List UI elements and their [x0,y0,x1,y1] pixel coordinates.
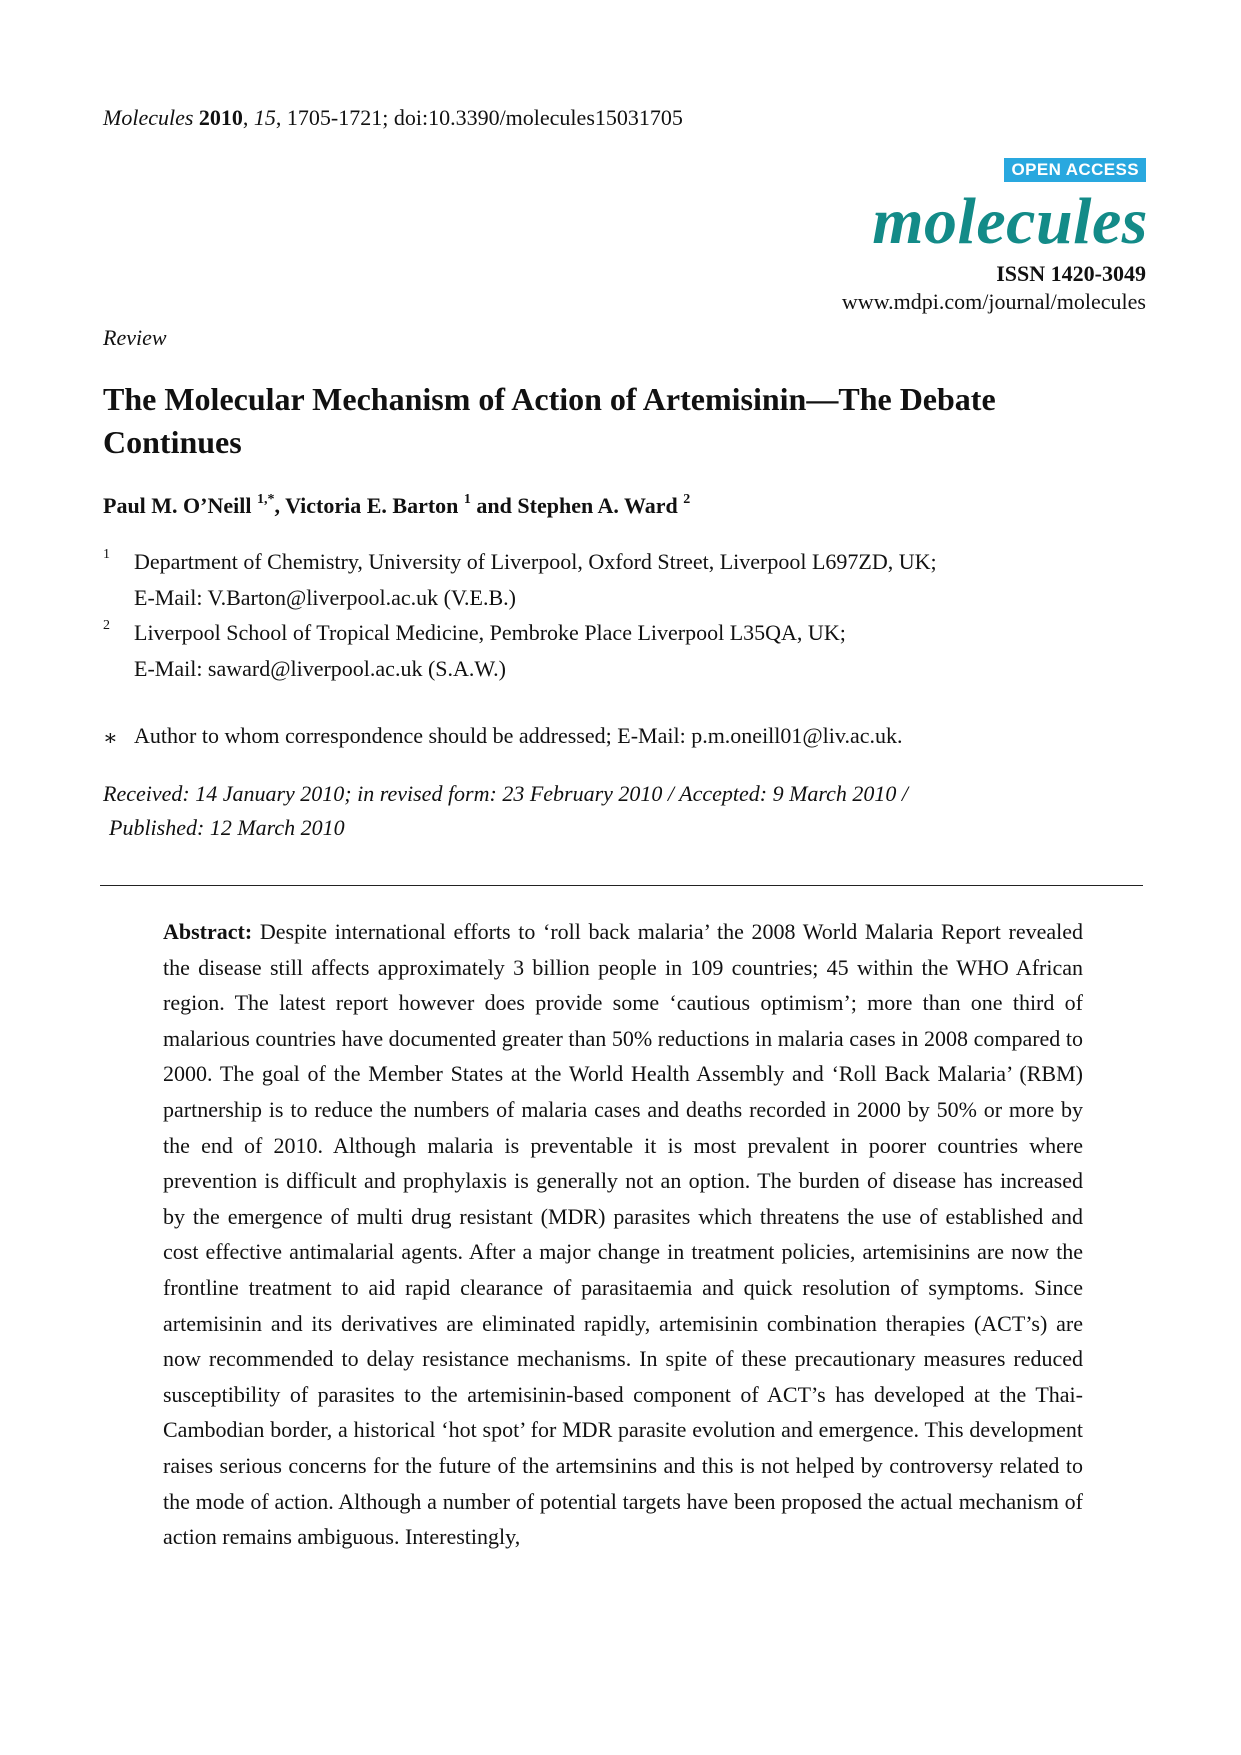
correspondence-mark: ∗ [103,725,118,750]
affiliation-email[interactable]: E-Mail: V.Barton@liverpool.ac.uk (V.E.B.) [134,585,516,610]
author-affiliation-mark: 2 [683,491,691,507]
affiliation-address: Department of Chemistry, University of Liverpool, Oxford Street, Liverpool L697ZD, UK; [134,549,937,574]
citation-volume: 15 [253,105,276,130]
journal-name: Molecules [103,105,194,130]
received-accepted-dates: Received: 14 January 2010; in revised form: 23 February 2010 / Accepted: 9 March 2010 / [103,781,909,806]
published-date: Published: 12 March 2010 [109,815,345,840]
author-affiliation-mark: 1,* [256,491,275,507]
correspondence-note: Author to whom correspondence should be addressed; E-Mail: p.m.oneill01@liv.ac.uk. [134,723,903,748]
abstract [163,914,1083,1555]
affiliation-email[interactable]: E-Mail: saward@liverpool.ac.uk (S.A.W.) [134,656,506,681]
affiliation-number: 1 [103,547,110,562]
journal-website-link[interactable]: www.mdpi.com/journal/molecules [841,289,1146,314]
author-name: Paul M. O’Neill [103,493,252,518]
affiliation-number: 2 [103,618,110,633]
article-type: Review [103,325,167,350]
affiliation-address: Liverpool School of Tropical Medicine, Pembroke Place Liverpool L35QA, UK; [134,620,846,645]
author-name: Victoria E. Barton [285,493,459,518]
citation-year: 2010 [198,105,243,130]
open-access-badge: OPEN ACCESS [1004,158,1146,182]
issn: ISSN 1420-3049 [996,261,1146,286]
author-list: Paul M. O’Neill $^{1,*}$, Victoria E. Barton $^1$ and Stephen A. Ward $^2$ [103,491,691,518]
header-divider [100,885,1143,886]
author-name: Stephen A. Ward [517,493,678,518]
abstract-label: Abstract: [163,919,253,944]
author-affiliation-mark: 1 [463,491,471,507]
citation-pages-doi: , 1705-1721; doi:10.3390/molecules15031705 [275,105,683,130]
journal-logo: molecules [872,185,1148,258]
citation-line: Molecules 2010, 15, 1705-1721; doi:10.3390/molecules15031705 [103,105,683,130]
abstract-text: Despite international efforts to ‘roll back malaria’ the 2008 World Malaria Report revealed the disease still affects approximately 3 billion people in 109 countries; 45 within the WHO African region. The latest report however does provide some ‘cautious optimism’; more than one third of malarious countries have documented greater than 50% reductions in malaria cases in 2008 compared to 2000. The goal of the Member States at the World Health Assembly and ‘Roll Back Malaria’ (RBM) partnership is to reduce the numbers of malaria cases and deaths recorded in 2000 by 50% or more by the end of 2010. Although malaria is preventable it is most prevalent in poorer countries where prevention is difficult and prophylaxis is generally not an option. The burden of disease has increased by the emergence of multi drug resistant (MDR) parasites which threatens the use of established and cost effective antimalarial agents. After a major change in treatment policies, artemisinins are now the frontline treatment to aid rapid clearance of parasitaemia and quick resolution of symptoms. Since artemisinin and its derivatives are eliminated rapidly, artemisinin combination therapies (ACT’s) are now recommended to delay resistance mechanisms. In spite of these precautionary measures reduced susceptibility of parasites to the artemisinin-based component of ACT’s has developed at the Thai-Cambodian border, a historical ‘hot spot’ for MDR parasite evolution and emergence. This development raises serious concerns for the future of the artemsinins and this is not helped by controversy related to the mode of action. Although a number of potential targets have been proposed the actual mechanism of action remains ambiguous. Interestingly, [163,919,1083,1550]
article-title: The Molecular Mechanism of Action of Artemisinin—The Debate Continues [103,381,996,460]
